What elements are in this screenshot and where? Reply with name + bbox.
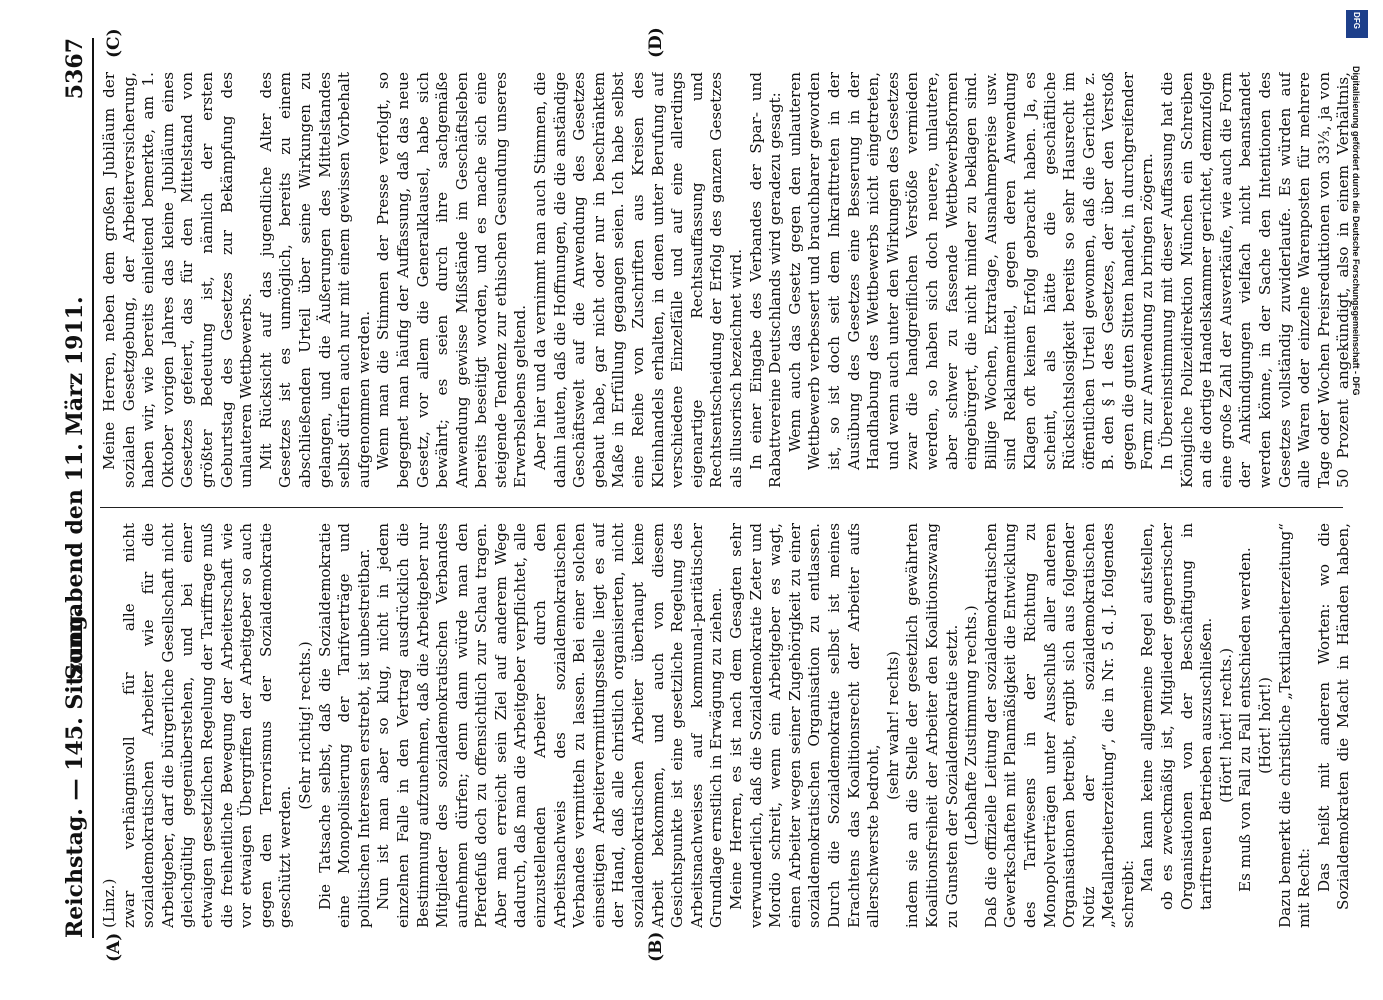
margin-marker-b: (B)	[646, 931, 666, 962]
paragraph: Es muß von Fall zu Fall entschieden werden.	[1236, 547, 1255, 892]
paragraph: Aber hier und da vernimmt man auch Stimmen, die dahin lauten, daß die Hoffnungen, die die anständige Geschäftswelt auf die Anwendung des Gesetzes gebaut habe, gar nicht oder nur in beschränktem Maße in Erfüllung gegangen seien. Ich habe selbst eine Reihe von Zuschriften aus Kreisen des Kleinhandels erhalten, in denen unter Berufung auf verschiedene Einzelfälle und auf eine allerdings eigenartige Rechtsauffassung und Rechtsentscheidung der Erfolg des ganzen Gesetzes als illusorisch bezeichnet wird.	[531, 72, 745, 488]
speaker-name: (Linz.)	[100, 878, 118, 928]
paragraph: Wenn man die Stimmen der Presse verfolgt, so begegnet man häufig der Auffassung, daß das neue Gesetz, vor allem die Generalklausel, habe sich bewährt; es seien durch ihre sachgemäße Anwendung gewisse Mißstände im Geschäftsleben bereits beseitigt worden, und es mache sich eine steigende Tendenz zur ethischen Gesundung unseres Erwerbslebens geltend.	[374, 72, 530, 488]
left-column	[100, 523, 1353, 928]
paragraph: In Übereinstimmung mit dieser Auffassung hat die Königliche Polizeidirektion München ein Schreiben an die dortige Handelskammer gerichtet, demzufolge eine große Zahl der Ausverkäufe, wie auch die Form der Ankündigungen vielfach nicht beanstandet werden könne, in der Sache den Intentionen des Gesetzes vollständig zuwiderlaufe. Es würden auf alle Waren oder einzelne Warenposten für mehrere Tage oder Wochen Preisreduktionen von 33⅓, ja von 50 Prozent angekündigt, also in einem Verhältnis,	[1158, 72, 1353, 488]
margin-marker-c: (C)	[104, 28, 124, 58]
paragraph: In einer Eingabe des Verbandes der Spar- und Rabattvereine Deutschlands wird geradezu gesagt:	[746, 72, 785, 488]
paragraph: indem sie an die Stelle der gesetzlich gewährten Koalitionsfreiheit der Arbeiter den Koalitionszwang zu Gunsten der Sozialdemokratie setzt.	[903, 523, 961, 928]
left-column-text	[120, 523, 1353, 928]
right-column-text	[100, 72, 1353, 488]
interjection: (Lebhafte Zustimmung rechts.)	[962, 605, 981, 846]
interjection: (sehr wahr! rechts)	[883, 651, 902, 800]
dfg-logo: DFG	[1346, 10, 1368, 38]
page-header	[58, 38, 94, 938]
paragraph: Das heißt mit anderen Worten: wo die Sozialdemokraten die Macht in Händen haben,	[1314, 523, 1353, 910]
paragraph: Dazu bemerkt die christliche „Textilarbeiterzeitung“ mit Recht:	[1275, 523, 1314, 928]
margin-marker-a: (A)	[104, 932, 124, 962]
paragraph: Man kann keine allgemeine Regel aufstellen, ob es zweckmäßig ist, Mitglieder gegnerischer Organisationen von der Beschäftigung in tariftreuen Betrieben auszuschließen.	[1138, 523, 1216, 910]
margin-marker-d: (D)	[646, 27, 666, 58]
paragraph: Wenn auch das Gesetz gegen den unlauteren Wettbewerb verbessert und brauchbarer geworden ist, so ist doch seit dem Inkrafttreten in der Ausübung des Gesetzes eine Besserung in der Handhabung des Wettbewerbs nicht eingetreten, und wenn auch unter den Wirkungen des Gesetzes zwar die handgreiflichen Verstöße vermieden werden, so haben sich doch neuere, unlautere, aber schwer zu fassende Wettbewerbsformen eingebürgert, die nicht minder zu beklagen sind. Billige Wochen, Extratage, Ausnahmepreise usw. sind Reklamemittel, gegen deren Anwendung Klagen oft keinen Erfolg gebracht haben. Ja, es scheint, als hätte die geschäftliche Rücksichtslosigkeit bereits so sehr Hausrecht im öffentlichen Urteil gewonnen, daß die Gerichte z. B. den § 1 des Gesetzes, der über den Verstoß gegen die guten Sitten handelt, in durchgreifender Form zur Anwendung zu bringen zögern.	[785, 72, 1157, 470]
paragraph: Daß die offizielle Leitung der sozialdemokratischen Gewerkschaften mit Planmäßigkeit die Entwicklung des Tarifwesens in der Richtung zu Monopolverträgen unter Ausschluß aller anderen Organisationen betreibt, ergibt sich aus folgender Notiz der sozialdemokratischen „Metallarbeiterzeitung“, die in Nr. 5 d. J. folgendes schreibt:	[981, 523, 1137, 928]
paragraph: Die Tatsache selbst, daß die Sozialdemokratie eine Monopolisierung der Tarifverträge und politischen Interessen erstrebt, ist unbestreitbar.	[315, 523, 373, 928]
digitization-note: Digitalisierung gefördert durch die Deutsche Forschungsgemeinschaft - DFG	[1351, 66, 1361, 396]
column-divider	[100, 507, 1343, 508]
page-number: 5367	[62, 38, 88, 100]
paragraph: Meine Herren, es ist nach dem Gesagten sehr verwunderlich, daß die Sozialdemokratie Zeter und Mordio schreit, wenn ein Arbeitgeber es wagt, einen Arbeiter wegen seiner Zugehörigkeit zu einer sozialdemokratischen Organisation zu entlassen. Durch die Sozialdemokratie selbst ist meines Erachtens das Koalitionsrecht der Arbeiter aufs allerschwerste bedroht,	[727, 523, 883, 928]
interjection: (Hört! hört!)	[1256, 677, 1275, 774]
paragraph: zwar verhängnisvoll für alle nicht sozialdemokratischen Arbeiter wie für die Arbeitgeber, darf die bürgerliche Gesellschaft nicht gleichgültig gegenüberstehen, und bei einer etwaigen gesetzlichen Regelung der Tariffrage muß die freiheitliche Bewegung der Arbeiterschaft wie vor etwaigen Übergriffen der Arbeitgeber so auch gegen den Terrorismus der Sozialdemokratie geschützt werden.	[119, 523, 295, 928]
interjection: (Hört! hört! rechts.)	[1216, 648, 1235, 804]
right-column	[100, 72, 1353, 488]
interjection: (Sehr richtig! rechts.)	[295, 641, 314, 810]
paragraph: Meine Herren, neben dem großen Jubiläum der sozialen Gesetzgebung, der Arbeiterversicherung, haben wir, wie bereits einleitend bemerkte, am 1. Oktober vorigen Jahres das kleine Jubiläum eines Gesetzes gefeiert, das für den Mittelstand von größter Bedeutung ist, nämlich der ersten Geburtstag des Gesetzes zur Bekämpfung des unlauteren Wettbewerbs.	[100, 72, 256, 488]
paragraph: Mit Rücksicht auf das jugendliche Alter des Gesetzes ist es unmöglich, bereits zu einem abschließenden Urteil über seine Wirkungen zu gelangen, und die Äußerungen des Mittelstandes selbst dürfen auch nur mit einem gewissen Vorbehalt aufgenommen werden.	[256, 72, 373, 488]
header-date: Sonnabend den 11. März 1911.	[62, 296, 88, 680]
header-left: Reichstag. — 145. Sitzung.	[62, 607, 88, 938]
paragraph: Nun ist man aber so klug, nicht in jedem einzelnen Falle in den Vertrag ausdrücklich die Bestimmung aufzunehmen, daß die Arbeitgeber nur Mitglieder des sozialdemokratischen Verbandes aufnehmen dürfen; denn dann würde man den Pferdefuß doch zu offensichtlich zur Schau tragen. Aber man erreicht sein Ziel auf anderem Wege dadurch, daß man die Arbeitgeber verpflichtet, alle einzustellenden Arbeiter durch den Arbeitsnachweis des sozialdemokratischen Verbandes vermitteln zu lassen. Bei einer solchen einseitigen Arbeitervermittlungsstelle liegt es auf der Hand, daß alle christlich organisierten, nicht sozialdemokratischen Arbeiter überhaupt keine Arbeit bekommen, und auch von diesem Gesichtspunkte ist eine gesetzliche Regelung des Arbeitsnachweises auf kommunal-paritätischer Grundlage ernstlich in Erwägung zu ziehen.	[374, 523, 726, 928]
